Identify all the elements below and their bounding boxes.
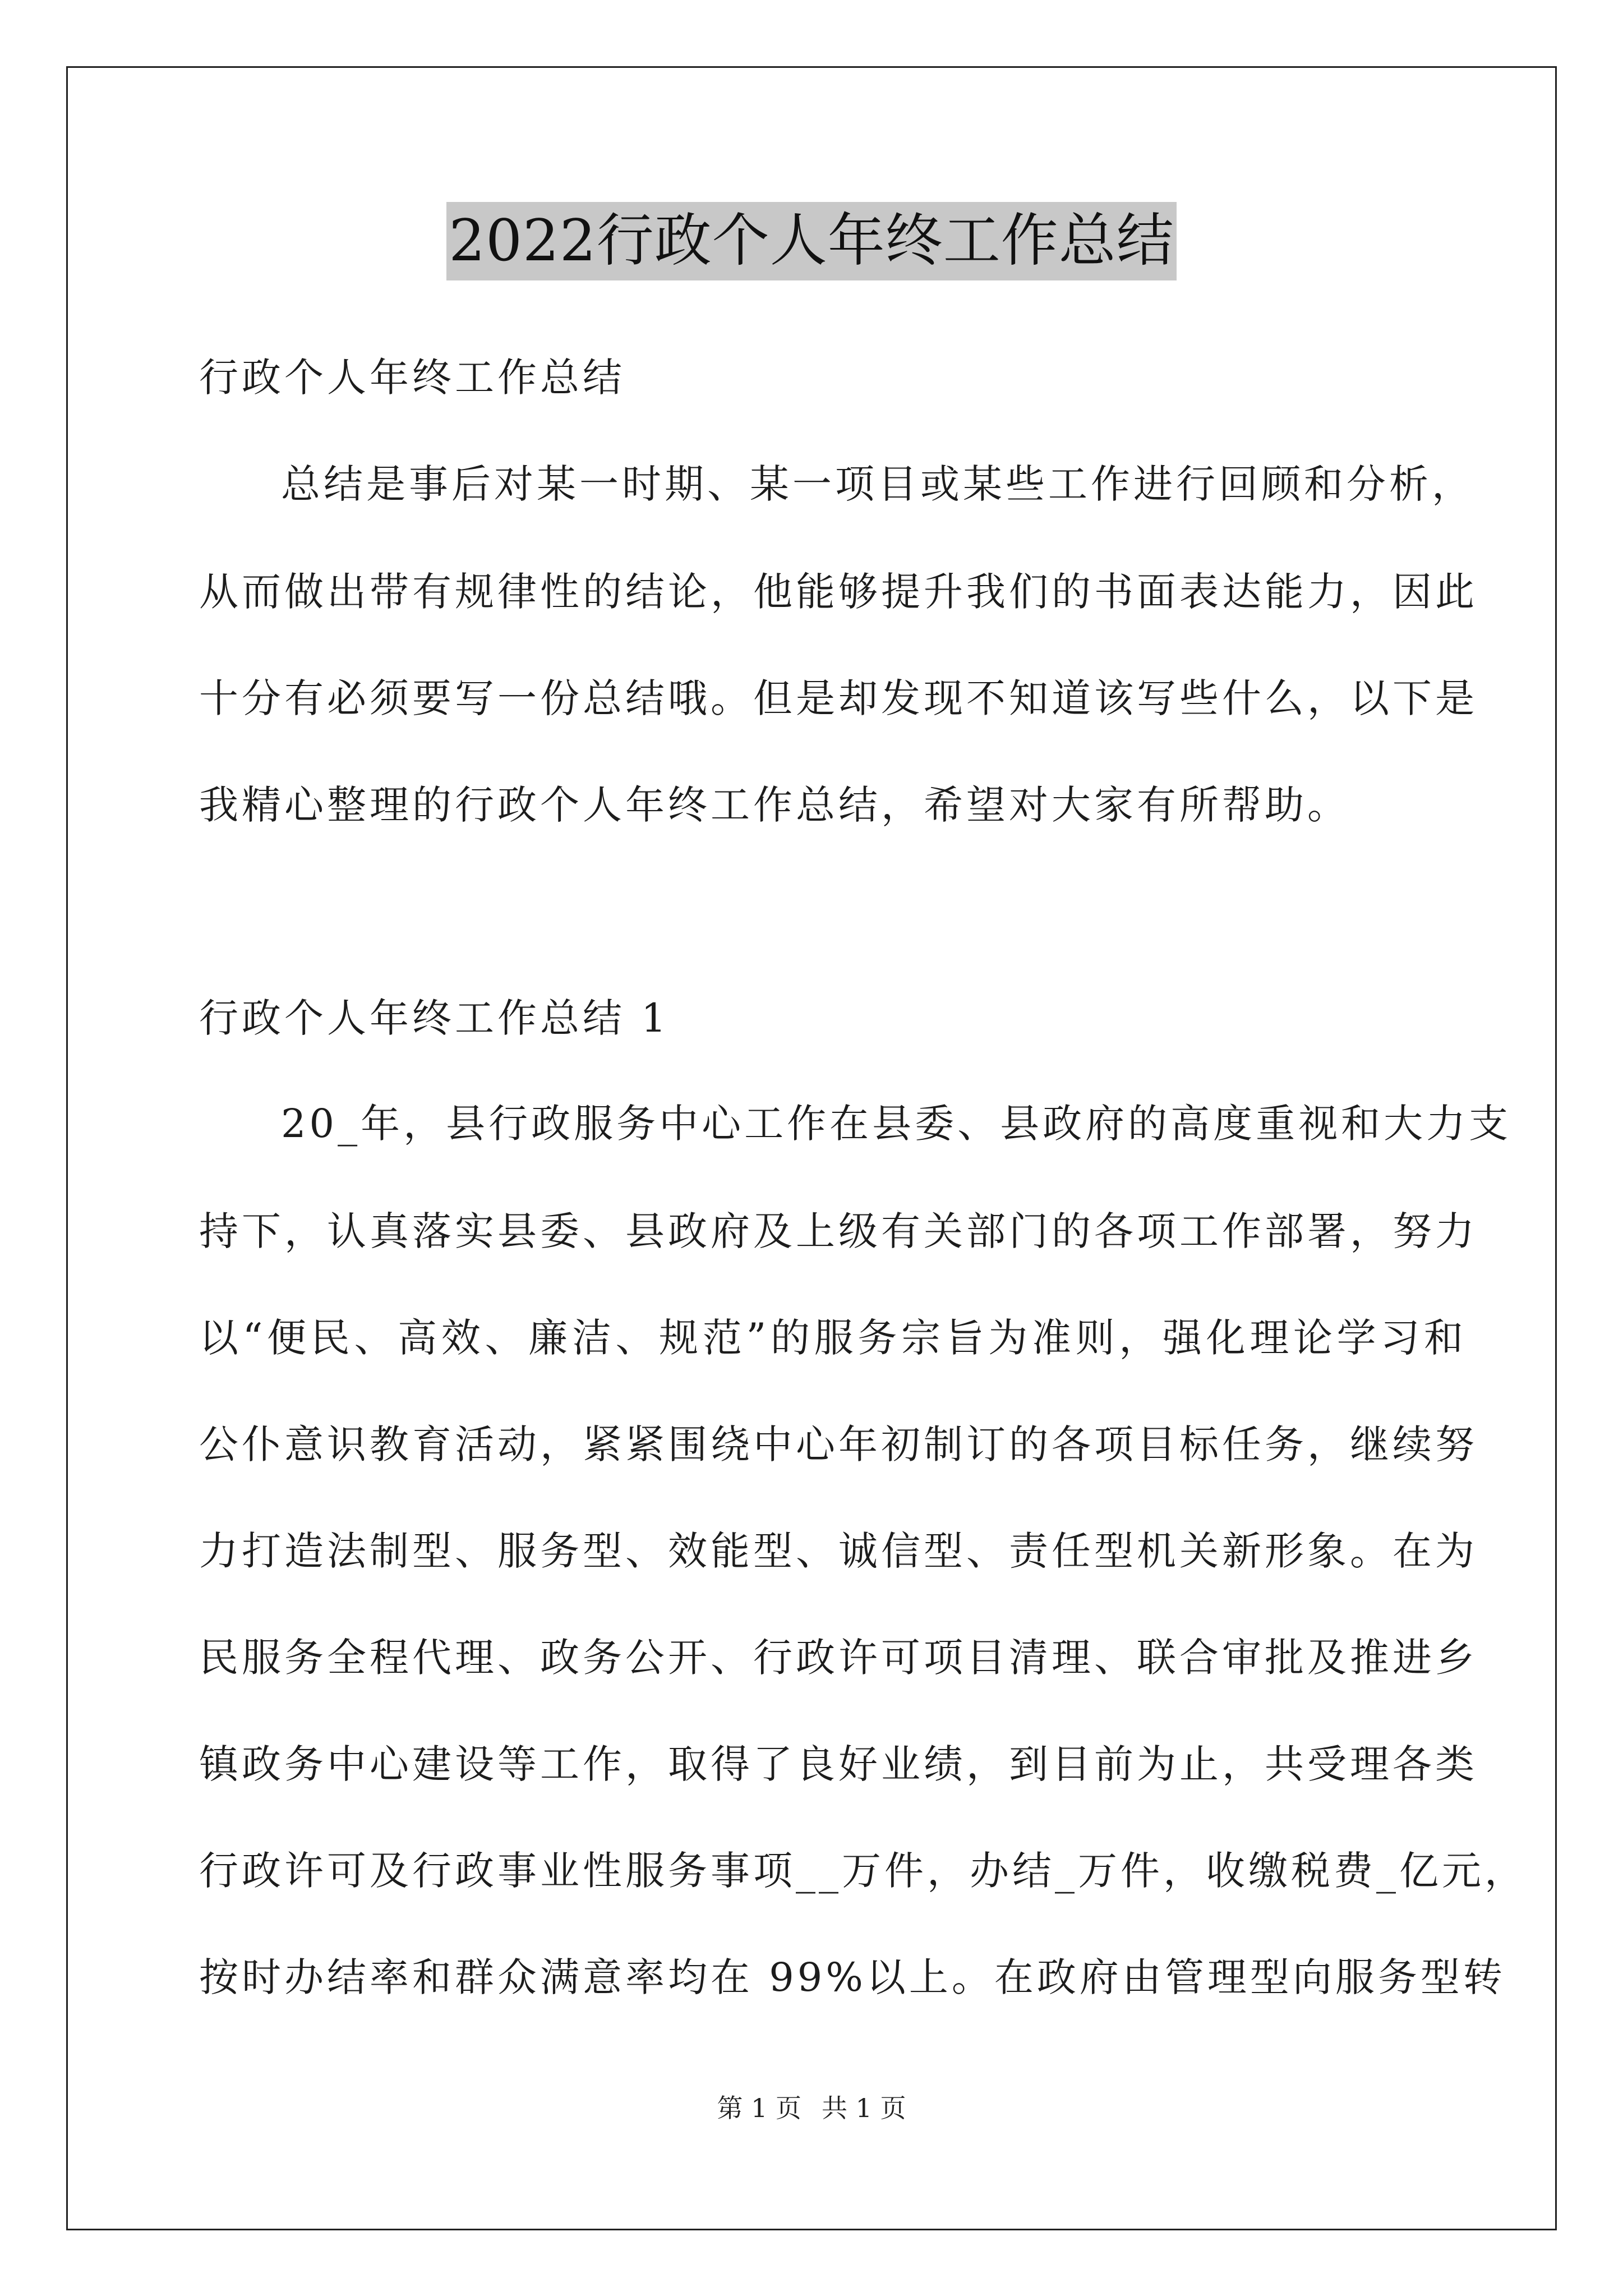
subheading: 行政个人年终工作总结 xyxy=(199,355,625,401)
section-heading: 行政个人年终工作总结 1 xyxy=(199,995,670,1041)
body-line: 民服务全程代理、政务公开、行政许可项目清理、联合审批及推进乡 xyxy=(199,1635,1478,1681)
title-wrap xyxy=(0,202,1623,280)
body-line: 以“便民、高效、廉洁、规范”的服务宗旨为准则，强化理论学习和 xyxy=(199,1315,1467,1361)
intro-line: 总结是事后对某一时期、某一项目或某些工作进行回顾和分析， xyxy=(281,461,1474,507)
body-line: 镇政务中心建设等工作，取得了良好业绩，到目前为止，共受理各类 xyxy=(199,1741,1478,1787)
body-line: 20_年，县行政服务中心工作在县委、县政府的高度重视和大力支 xyxy=(281,1101,1512,1147)
body-line: 力打造法制型、服务型、效能型、诚信型、责任型机关新形象。在为 xyxy=(199,1528,1478,1574)
body-line: 按时办结率和群众满意率均在 99%以上。在政府由管理型向服务型转 xyxy=(199,1954,1506,2000)
body-line: 公仆意识教育活动，紧紧围绕中心年初制订的各项目标任务，继续努 xyxy=(199,1421,1478,1467)
intro-line: 十分有必须要写一份总结哦。但是却发现不知道该写些什么，以下是 xyxy=(199,675,1478,721)
body-line: 持下，认真落实县委、县政府及上级有关部门的各项工作部署，努力 xyxy=(199,1208,1478,1254)
intro-line: 从而做出带有规律性的结论，他能够提升我们的书面表达能力，因此 xyxy=(199,569,1478,615)
document-title: 2022行政个人年终工作总结 xyxy=(446,202,1177,280)
page-total: 共 1 页 xyxy=(822,2093,906,2123)
page-footer xyxy=(0,2091,1623,2125)
intro-line: 我精心整理的行政个人年终工作总结，希望对大家有所帮助。 xyxy=(199,782,1350,828)
page-number: 第 1 页 xyxy=(717,2093,801,2123)
body-line: 行政许可及行政事业性服务事项__万件，办结_万件，收缴税费_亿元， xyxy=(199,1848,1527,1894)
